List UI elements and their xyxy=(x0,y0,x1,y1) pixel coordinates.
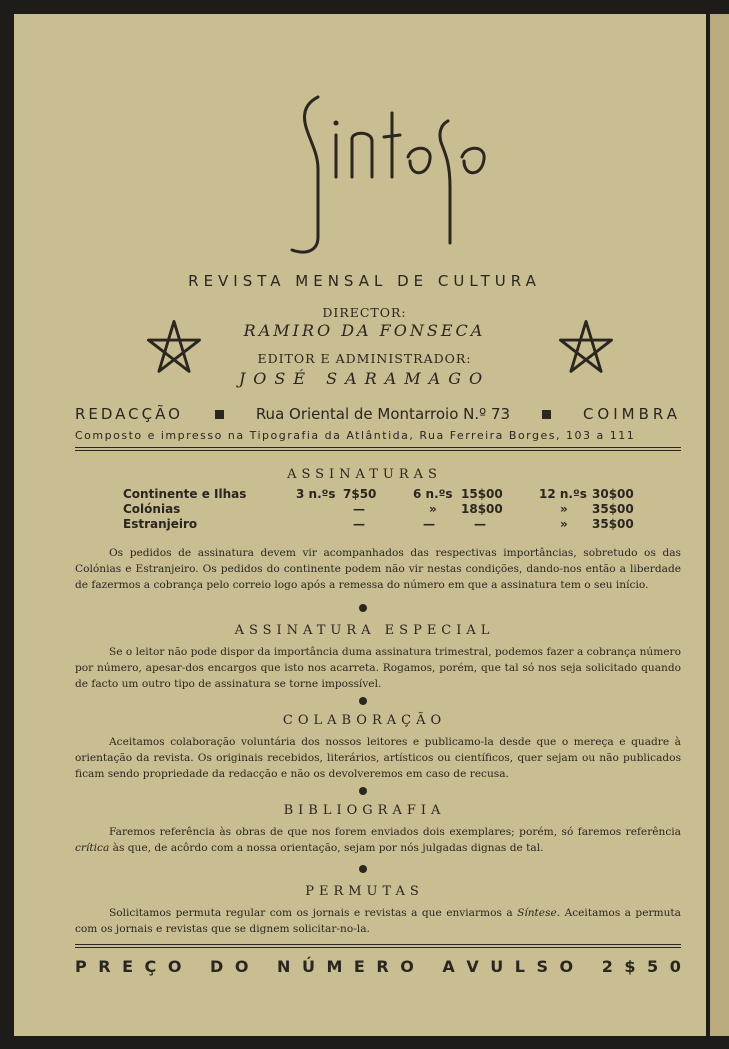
street-address: Rua Oriental de Montarroio N.º 73 xyxy=(255,405,511,423)
table-row: Continente e Ilhas 3 n.ºs 7$50 6 n.ºs 15$00 12 n.ºs 30$00 xyxy=(123,487,634,501)
price-char: S xyxy=(536,957,548,976)
special-heading: ASSINATURA ESPECIAL xyxy=(234,623,495,638)
price-char: P xyxy=(75,957,87,976)
square-bullet-icon xyxy=(542,410,551,419)
square-bullet-icon xyxy=(215,410,224,419)
director-name: RAMIRO DA FONSECA xyxy=(243,321,486,340)
price-char xyxy=(585,957,591,976)
redaccao-label: REDACÇÃO xyxy=(75,405,183,423)
price-char: V xyxy=(466,957,479,976)
price-char: 5 xyxy=(647,957,659,976)
editor-name: JOSÉ SARAMAGO xyxy=(238,369,491,388)
subscriptions-heading: ASSINATURAS xyxy=(287,467,442,482)
printer-text: Composto e impresso na Tipografia da Atlântida, Rua Ferreira Borges, 103 a 111 xyxy=(75,429,636,442)
price-char: $ xyxy=(624,957,636,976)
permutas-paragraph: Solicitamos permuta regular com os jornais e revistas a que enviarmos a Síntese. Aceitamos a permuta com os jornais e revistas que se dignem solicitar-no-la. xyxy=(75,907,681,935)
price-char: U xyxy=(490,957,504,976)
price-char: O xyxy=(234,957,249,976)
divider xyxy=(75,447,681,451)
price-char xyxy=(425,957,431,976)
special-paragraph: Se o leitor não pode dispor da importância duma assinatura trimestral, podemos fazer a cobrança número por número, apesar-dos encargos que isto nos acarreta. Rogamos, porém, que tal só nos seja solicitado quando de facto um outro tipo de assinatura se torne impossível. xyxy=(75,646,681,690)
collab-paragraph: Aceitamos colaboração voluntária dos nossos leitores e publicamo-la desde que o mereça e quadre à orientação da revista. Os originais recebidos, literários, artísticos ou científicos, quer sejam ou não publicados ficam sendo propriedade da redacção e não os devolveremos em caso de recusa. xyxy=(75,736,681,780)
permutas-heading: PERMUTAS xyxy=(305,884,424,899)
table-row: Estranjeiro — — — » 35$00 xyxy=(123,517,634,531)
price-char: 2 xyxy=(601,957,613,976)
price-char: A xyxy=(442,957,455,976)
price-char: L xyxy=(514,957,525,976)
price-char xyxy=(260,957,266,976)
bullet-icon xyxy=(359,604,367,612)
bullet-icon xyxy=(359,865,367,873)
price-char: D xyxy=(210,957,224,976)
price-char: O xyxy=(167,957,182,976)
subscriptions-paragraph: Os pedidos de assinatura devem vir acompanhados das respectivas importâncias, sobretudo os das Colónias e Estranjeiro. Os pedidos do continente podem não vir nestas condições, dando-nos então a liberdade de fazermos a cobrança pelo correio logo após a remessa do número em que a assinatura tem o seu início. xyxy=(75,547,681,591)
sintese-logo xyxy=(0,95,729,265)
star-icon xyxy=(145,318,203,376)
price-char xyxy=(193,957,199,976)
price-char: R xyxy=(98,957,111,976)
price-char: R xyxy=(376,957,389,976)
city: COIMBRA xyxy=(582,405,681,423)
price-char: Ú xyxy=(301,957,315,976)
collab-heading: COLABORAÇÃO xyxy=(282,713,447,728)
director-label: DIRECTOR: xyxy=(322,305,407,320)
printer-line xyxy=(75,429,681,442)
star-icon xyxy=(557,318,615,376)
address-line xyxy=(75,405,681,423)
price-char: O xyxy=(400,957,414,976)
biblio-paragraph: Faremos referência às obras de que nos forem enviados dois exemplares; porém, só faremos referência crítica às que, de acôrdo com a nossa orientação, sejam por nós julgadas dignas de tal. xyxy=(75,826,681,854)
bullet-icon xyxy=(359,787,367,795)
editor-label: EDITOR E ADMINISTRADOR: xyxy=(257,351,472,366)
price-char: O xyxy=(559,957,574,976)
price-char: N xyxy=(277,957,291,976)
subtitle: REVISTA MENSAL DE CULTURA xyxy=(188,272,541,290)
biblio-heading: BIBLIOGRAFIA xyxy=(283,803,446,818)
table-row: Colónias — » 18$00 » 35$00 xyxy=(123,502,634,516)
bullet-icon xyxy=(359,697,367,705)
price-char: Ç xyxy=(144,957,157,976)
price-char: E xyxy=(353,957,365,976)
divider xyxy=(75,944,681,948)
price-char: M xyxy=(326,957,343,976)
price-line xyxy=(75,957,681,976)
price-char: 0 xyxy=(669,957,681,976)
price-char: E xyxy=(122,957,134,976)
